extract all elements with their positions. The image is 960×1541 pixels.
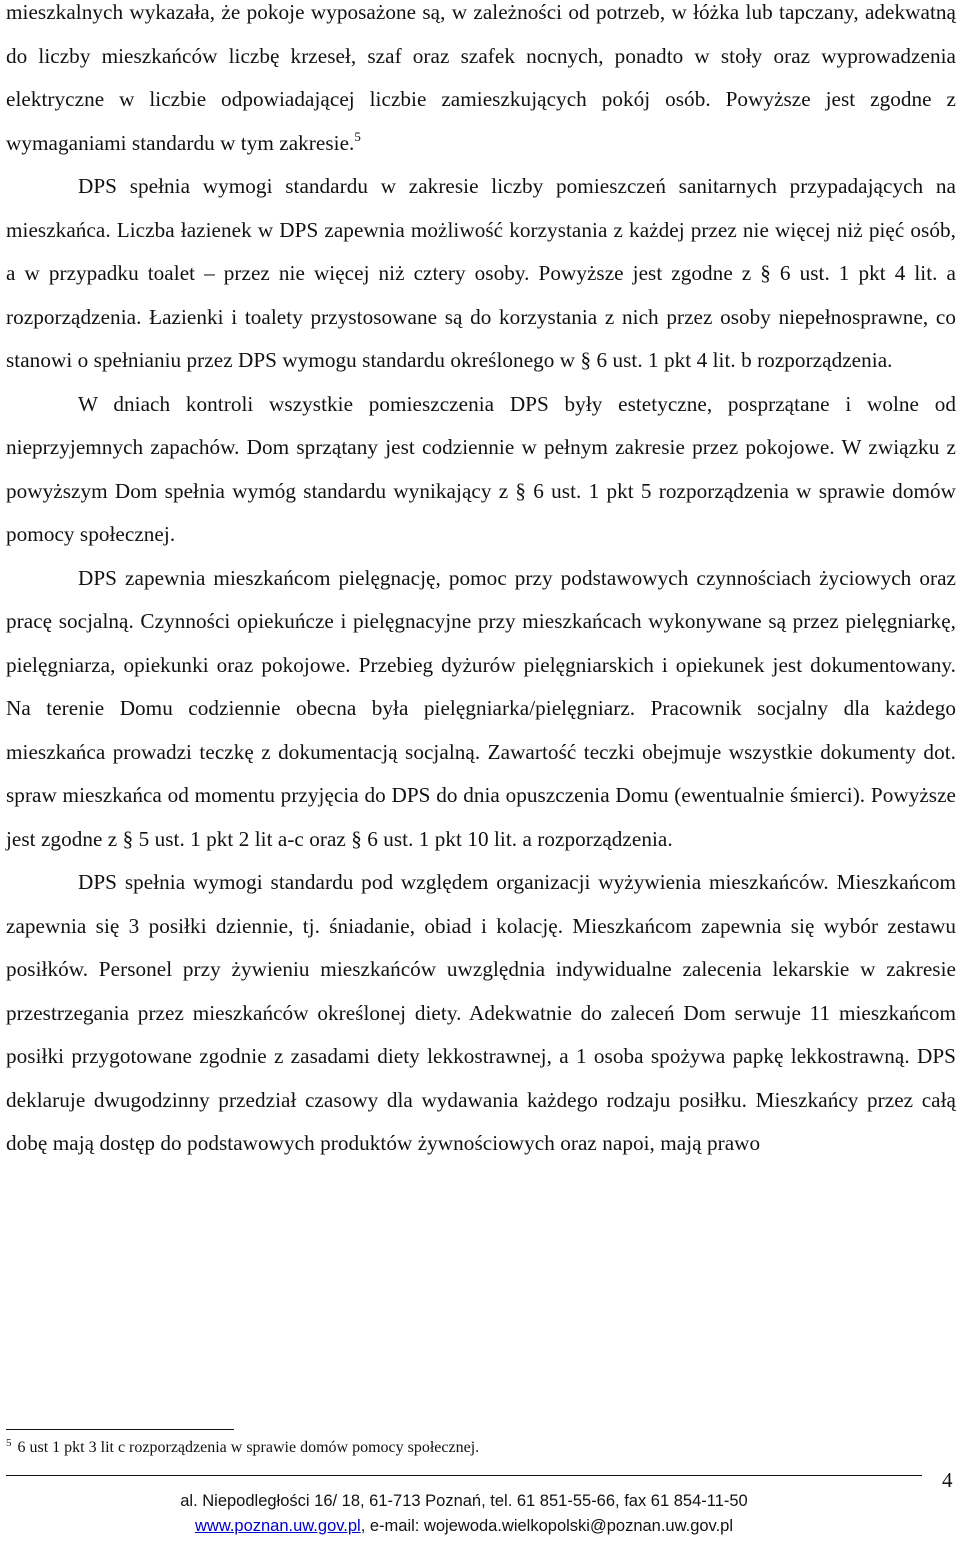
footnote-text: 6 ust 1 pkt 3 lit c rozporządzenia w sprawie domów pomocy społecznej. <box>17 1439 480 1456</box>
footnote-reference: 5 <box>354 128 361 144</box>
footer-separator <box>6 1475 922 1476</box>
paragraph-4: DPS zapewnia mieszkańcom pielęgnację, pomoc przy podstawowych czynnościach życiowych oraz pracę socjalną. Czynności opiekuńcze i pielęgnacyjne przy mieszkańcach wykonywane są przez pielęgniarkę, pielęgniarza, opiekunki oraz pokojowe. Przebieg dyżurów pielęgniarskich i opiekunek jest dokumentowany. Na terenie Domu codziennie obecna była pielęgniarka/pielęgniarz. Pracownik socjalny dla każdego mieszkańca prowadzi teczkę z dokumentacją socjalną. Zawartość teczki obejmuje wszystkie dokumenty dot. spraw mieszkańca od momentu przyjęcia do DPS do dnia opuszczenia Domu (ewentualnie śmierci). Powyższe jest zgodne z § 5 ust. 1 pkt 2 lit a-c oraz § 6 ust. 1 pkt 10 lit. a rozporządzenia. <box>6 565 956 851</box>
body-text <box>6 0 956 1166</box>
paragraph-1-text: mieszkalnych wykazała, że pokoje wyposażone są, w zależności od potrzeb, w łóżka lub tapczany, adekwatną do liczby mieszkańców liczbę krzeseł, szaf oraz szafek nocnych, ponadto w stoły oraz wyprowadzenia elektryczne w liczbie odpowiadającej liczbie zamieszkujących pokój osób. Powyższe jest zgodne z wymaganiami standardu w tym zakresie. <box>6 0 956 155</box>
footer-address: al. Niepodległości 16/ 18, 61-713 Poznań, tel. 61 851-55-66, fax 61 854-11-50 <box>180 1492 748 1510</box>
footnote-separator <box>6 1429 234 1430</box>
footnote <box>6 1438 906 1458</box>
paragraph-1 <box>6 0 956 165</box>
page-footer <box>6 1489 922 1539</box>
paragraph-3: W dniach kontroli wszystkie pomieszczenia DPS były estetyczne, posprzątane i wolne od nieprzyjemnych zapachów. Dom sprzątany jest codziennie w pełnym zakresie przez pokojowe. W związku z powyższym Dom spełnia wymóg standardu wynikający z § 6 ust. 1 pkt 5 rozporządzenia w sprawie domów pomocy społecznej. <box>6 391 956 546</box>
paragraph-2: DPS spełnia wymogi standardu w zakresie liczby pomieszczeń sanitarnych przypadających na mieszkańca. Liczba łazienek w DPS zapewnia możliwość korzystania z każdej przez nie więcej niż pięć osób, a w przypadku toalet – przez nie więcej niż cztery osoby. Powyższe jest zgodne z § 6 ust. 1 pkt 4 lit. a rozporządzenia. Łazienki i toalety przystosowane są do korzystania z nich przez osoby niepełnosprawne, co stanowi o spełnianiu przez DPS wymogu standardu określonego w § 6 ust. 1 pkt 4 lit. b rozporządzenia. <box>6 174 956 372</box>
footer-email: , e-mail: wojewoda.wielkopolski@poznan.uw.gov.pl <box>360 1517 734 1535</box>
website-link[interactable]: www.poznan.uw.gov.pl <box>194 1517 361 1535</box>
footer-contact <box>6 1514 922 1539</box>
footnote-number: 5 <box>6 1437 12 1449</box>
paragraph-5: DPS spełnia wymogi standardu pod względem organizacji wyżywienia mieszkańców. Mieszkańcom zapewnia się 3 posiłki dziennie, tj. śniadanie, obiad i kolację. Mieszkańcom zapewnia się wybór zestawu posiłków. Personel przy żywieniu mieszkańców uwzględnia indywidualne zalecenia lekarskie w zakresie przestrzegania przez mieszkańców określonej diety. Adekwatnie do zaleceń Dom serwuje 11 mieszkańcom posiłki przygotowane zgodnie z zasadami diety lekkostrawnej, a 1 osoba spożywa papkę lekkostrawną. DPS deklaruje dwugodzinny przedział czasowy dla wydawania każdego rodzaju posiłku. Mieszkańcy przez całą dobę mają dostęp do podstawowych produktów żywnościowych oraz napoi, mają prawo <box>6 870 956 1155</box>
page-number: 4 <box>942 1468 953 1492</box>
